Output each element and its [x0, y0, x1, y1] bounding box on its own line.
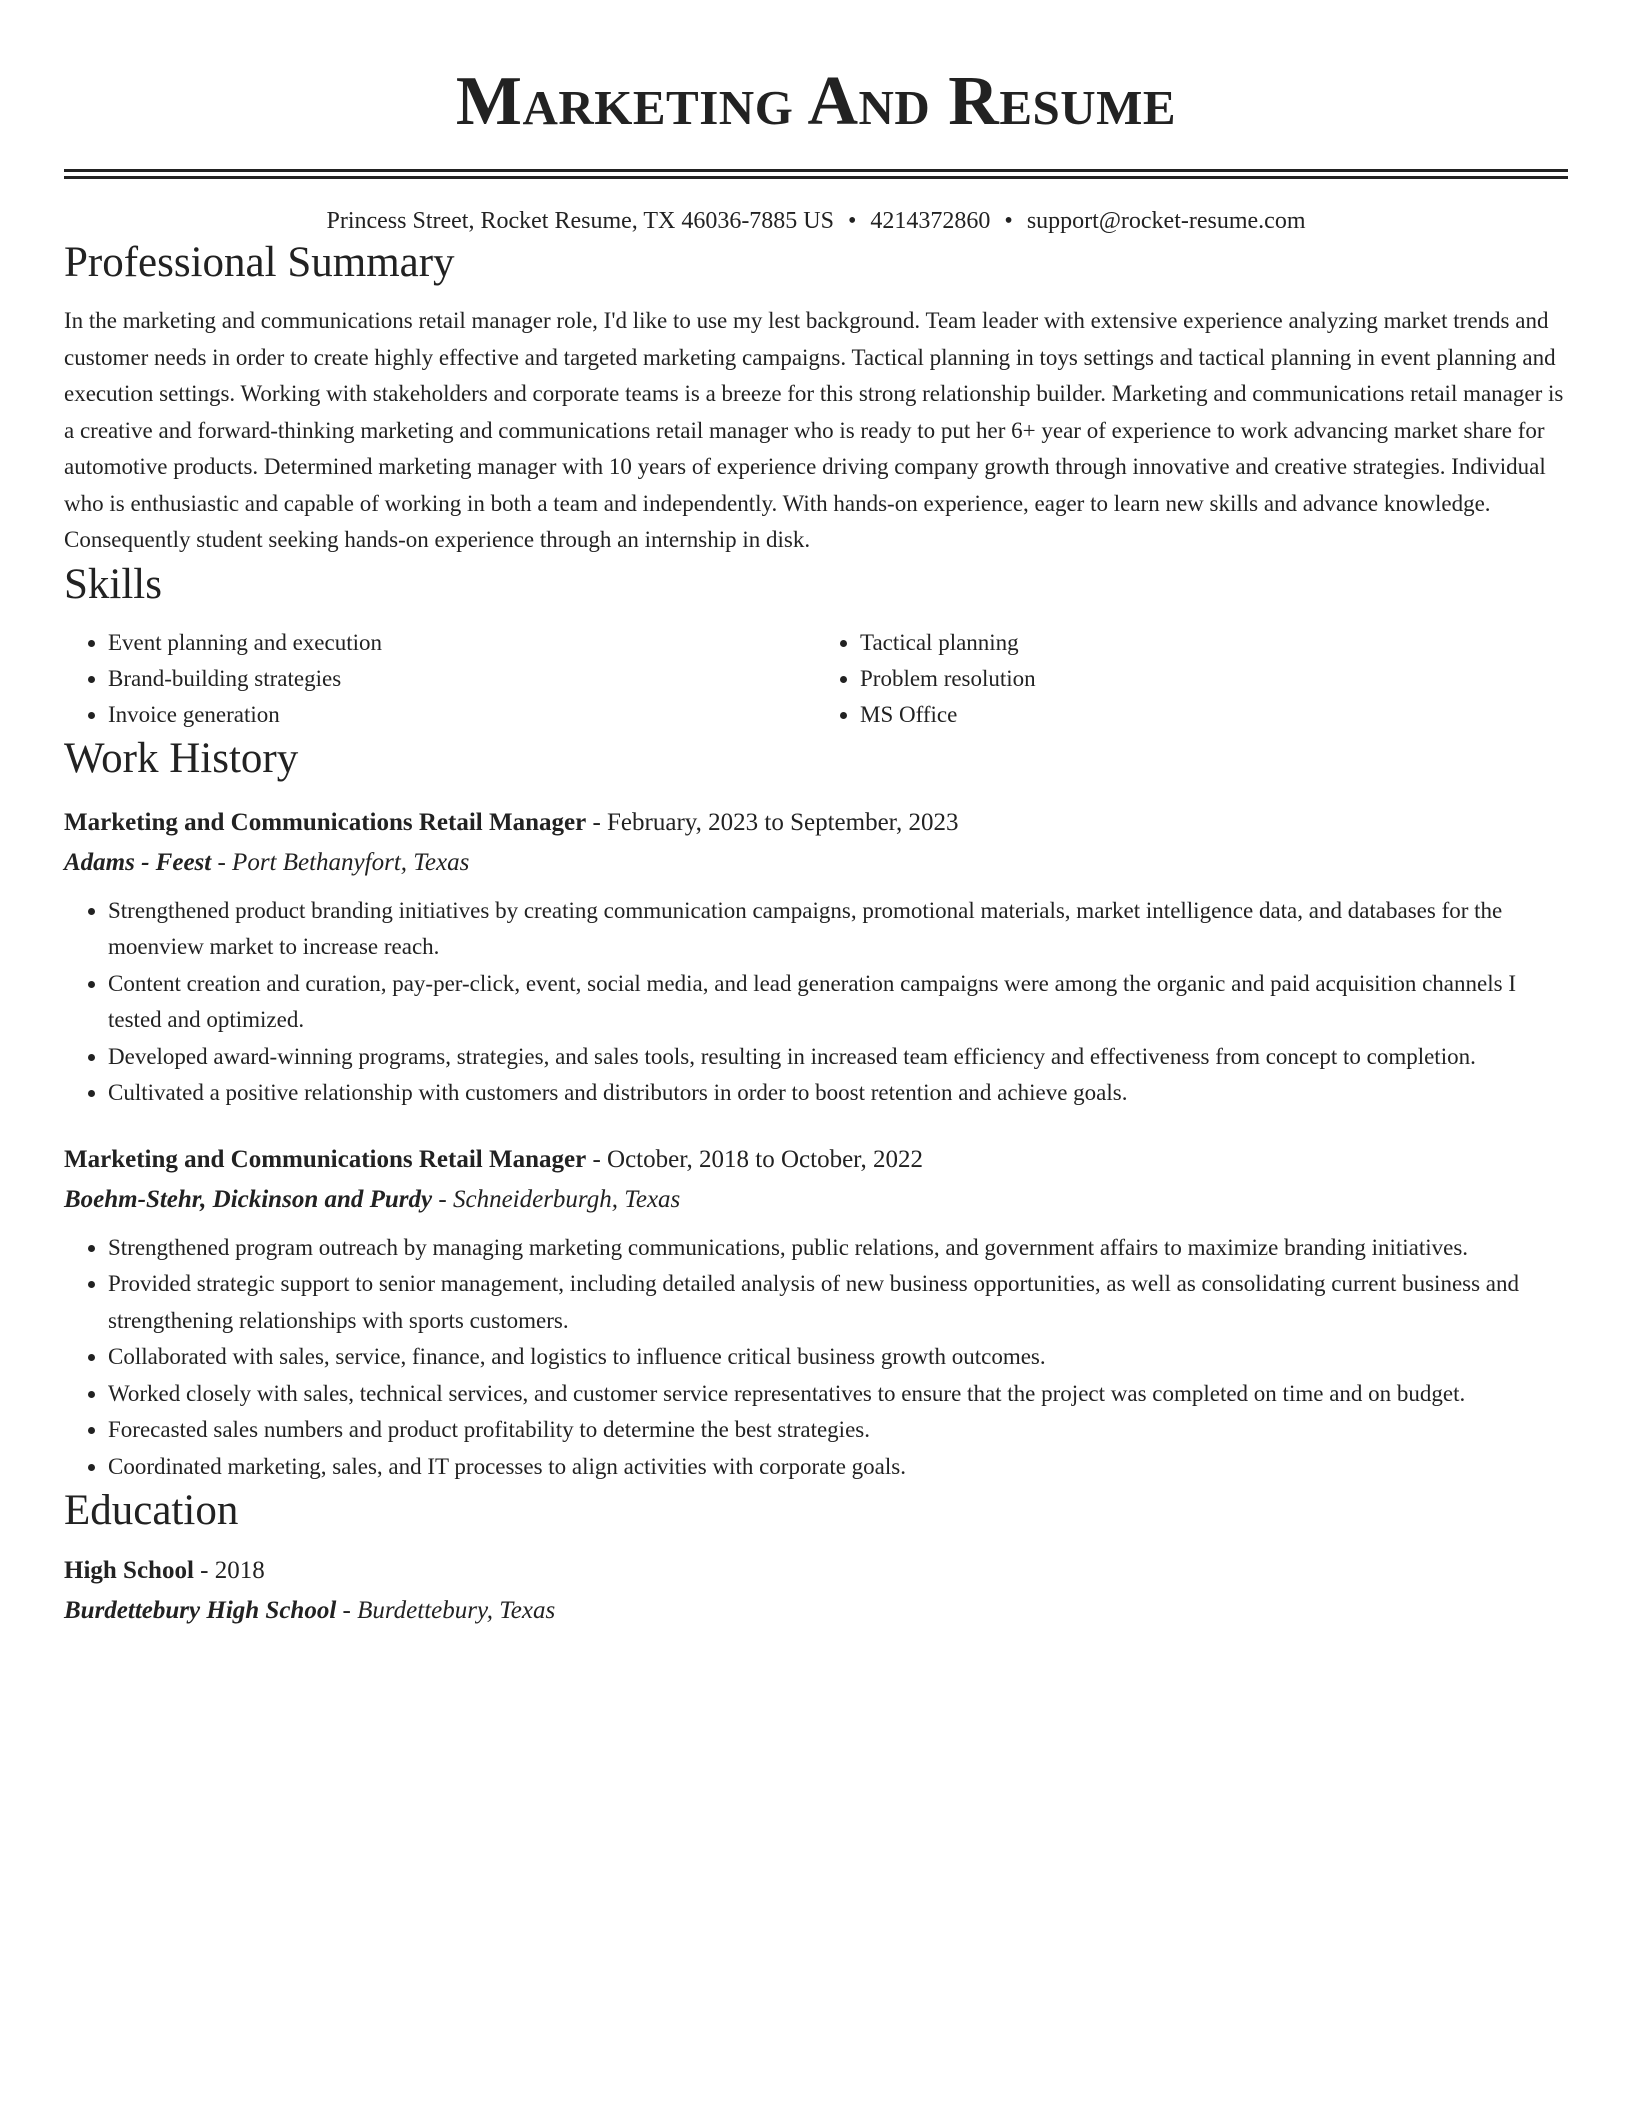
- job-dates: October, 2018 to October, 2022: [607, 1145, 924, 1173]
- skill-item: • Event planning and execution: [108, 625, 816, 661]
- job-bullet: • Provided strategic support to senior management, including detailed analysis of new business opportunities, as well as consolidating current business and strengthening relationships with sports customers.: [108, 1266, 1568, 1339]
- job-bullet: • Developed award-winning programs, strategies, and sales tools, resulting in increased team efficiency and effectiveness from concept to completion.: [108, 1039, 1568, 1076]
- skill-item: • Brand-building strategies: [108, 661, 816, 697]
- job-bullet: • Content creation and curation, pay-per-click, event, social media, and lead generation campaigns were among the organic and paid acquisition channels I tested and optimized.: [108, 966, 1568, 1039]
- job-bullets: [64, 893, 1568, 1112]
- job-role: Marketing and Communications Retail Manager: [64, 808, 587, 836]
- education-year: 2018: [214, 1557, 265, 1584]
- job-dates: February, 2023 to September, 2023: [607, 808, 959, 836]
- job-entry: [64, 1140, 1568, 1486]
- resume-name: Marketing And Resume: [455, 63, 1177, 140]
- job-entry: [64, 803, 1568, 1112]
- skill-item: • Tactical planning: [860, 625, 1568, 661]
- education-school: Burdettebury High School: [64, 1597, 337, 1624]
- job-company: Adams - Feest: [64, 848, 212, 876]
- education-school-line: [64, 1591, 1568, 1631]
- education-degree: High School: [64, 1557, 194, 1584]
- education-dash: -: [336, 1597, 358, 1624]
- skills-heading: Skills: [64, 560, 162, 608]
- job-bullet: • Forecasted sales numbers and product profitability to determine the best strategies.: [108, 1412, 1568, 1449]
- skill-item: • Invoice generation: [108, 697, 816, 733]
- work-history-heading: Work History: [64, 734, 299, 782]
- contact-address: Princess Street, Rocket Resume, TX 46036-7885 US: [326, 208, 834, 234]
- skills-column-left: [64, 625, 816, 733]
- job-role: Marketing and Communications Retail Manager: [64, 1145, 587, 1173]
- job-company: Boehm-Stehr, Dickinson and Purdy: [64, 1185, 433, 1213]
- job-bullet: • Strengthened product branding initiatives by creating communication campaigns, promotional materials, market intelligence data, and databases for the moenview market to increase reach.: [108, 893, 1568, 966]
- education-location: Burdettebury, Texas: [357, 1597, 556, 1624]
- education-heading: Education: [64, 1487, 239, 1534]
- job-dash: -: [211, 848, 233, 876]
- education-entry: [64, 1551, 1568, 1631]
- contact-email: support@rocket-resume.com: [1026, 208, 1306, 234]
- job-bullet: • Cultivated a positive relationship with customers and distributors in order to boost retention and achieve goals.: [108, 1075, 1568, 1112]
- contact-phone: 4214372860: [870, 208, 991, 234]
- skills-column-right: [816, 625, 1568, 733]
- job-bullet: • Collaborated with sales, service, finance, and logistics to influence critical business growth outcomes.: [108, 1339, 1568, 1376]
- job-header: [64, 1140, 1568, 1180]
- job-location: Port Bethanyfort, Texas: [232, 848, 470, 876]
- header-double-rule: [64, 169, 1568, 172]
- contact-separator: •: [848, 208, 857, 234]
- contact-line: [64, 205, 1568, 237]
- education-dash: -: [193, 1557, 215, 1584]
- job-location: Schneiderburgh, Texas: [452, 1185, 681, 1213]
- job-bullets: [64, 1230, 1568, 1486]
- job-bullet: • Coordinated marketing, sales, and IT processes to align activities with corporate goals.: [108, 1449, 1568, 1486]
- skill-item: • MS Office: [860, 697, 1568, 733]
- job-dash: -: [432, 1185, 453, 1213]
- contact-separator: •: [1004, 208, 1013, 234]
- job-bullet: • Worked closely with sales, technical services, and customer service representatives to ensure that the project was completed on time and on budget.: [108, 1376, 1568, 1413]
- job-company-line: [64, 843, 1568, 883]
- skill-item: • Problem resolution: [860, 661, 1568, 697]
- education-degree-line: [64, 1551, 1568, 1591]
- summary-heading: Professional Summary: [64, 239, 455, 286]
- job-header: [64, 803, 1568, 843]
- job-dash: -: [586, 808, 608, 836]
- job-bullet: • Strengthened program outreach by managing marketing communications, public relations, and government affairs to maximize branding initiatives.: [108, 1230, 1568, 1267]
- job-dash: -: [586, 1145, 608, 1173]
- summary-text: In the marketing and communications retail manager role, I'd like to use my lest background. Team leader with extensive experience analyzing market trends and customer needs in order to create highly effective and targeted marketing campaigns. Tactical planning in toys settings and tactical planning in event planning and execution settings. Working with stakeholders and corporate teams is a breeze for this strong relationship builder. Marketing and communications retail manager is a creative and forward-thinking marketing and communications retail manager who is ready to put her 6+ year of experience to work advancing market share for automotive products. Determined marketing manager with 10 years of experience driving company growth through innovative and creative strategies. Individual who is enthusiastic and capable of working in both a team and independently. With hands-on experience, eager to learn new skills and advance knowledge. Consequently student seeking hands-on experience through an internship in disk.: [64, 308, 1564, 552]
- job-company-line: [64, 1180, 1568, 1220]
- skills-list: [64, 625, 1568, 733]
